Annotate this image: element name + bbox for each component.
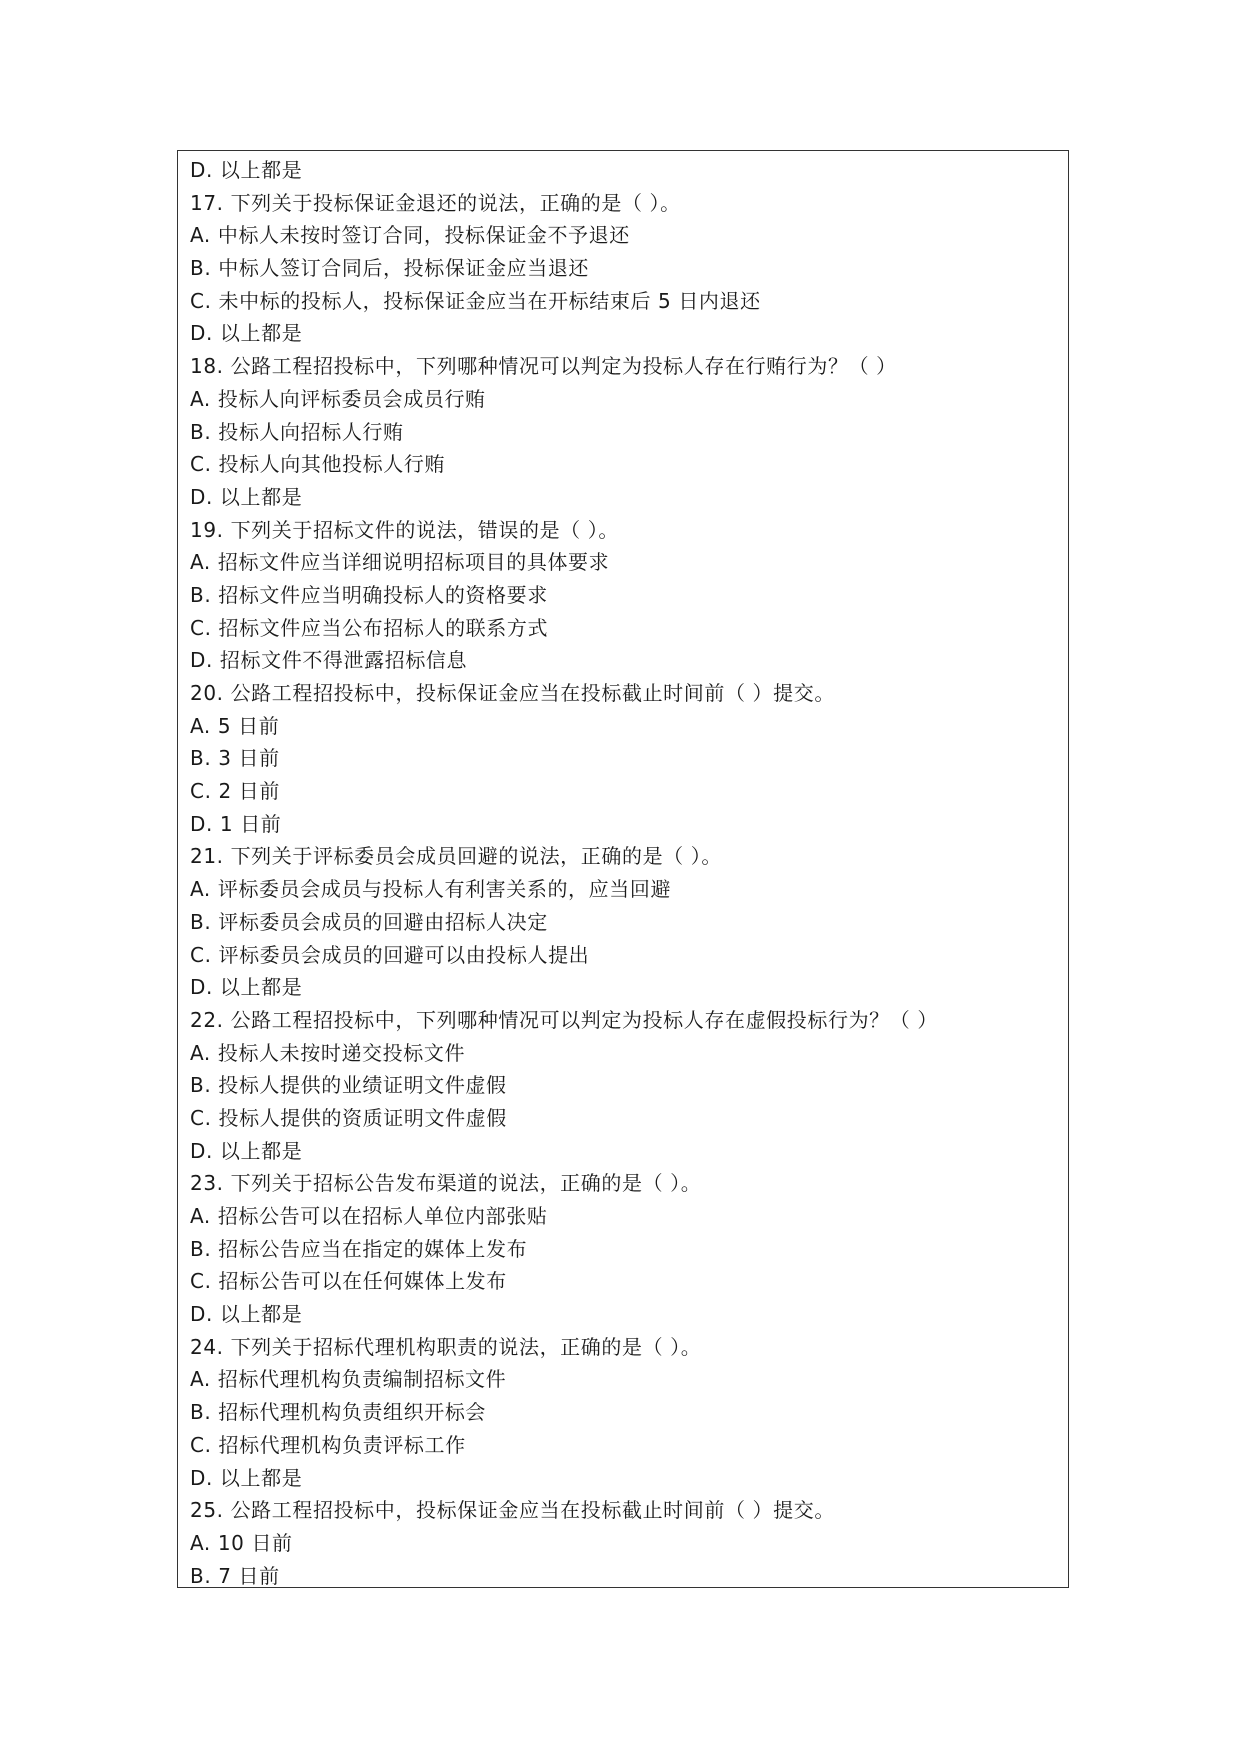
text-line: B. 投标人向招标人行贿 bbox=[190, 419, 404, 444]
question-24-stem: 24. 下列关于招标代理机构职责的说法，正确的是（ ）。 bbox=[190, 1334, 702, 1359]
text-line: A. 投标人向评标委员会成员行贿 bbox=[190, 386, 486, 411]
text-line: D. 以上都是 bbox=[190, 158, 303, 182]
text-line: C. 投标人提供的资质证明文件虚假 bbox=[190, 1105, 507, 1130]
text-line: D. 招标文件不得泄露招标信息 bbox=[190, 648, 468, 673]
text-line: D. 1 日前 bbox=[190, 811, 282, 836]
question-18-stem: 18. 公路工程招投标中，下列哪种情况可以判定为投标人存在行贿行为？（ ） bbox=[190, 354, 897, 379]
text-line: B. 招标文件应当明确投标人的资格要求 bbox=[190, 582, 548, 607]
text-line: A. 招标文件应当详细说明招标项目的具体要求 bbox=[190, 550, 610, 575]
text-line: D. 以上都是 bbox=[190, 1138, 303, 1163]
question-22-stem: 22. 公路工程招投标中，下列哪种情况可以判定为投标人存在虚假投标行为？（ ） bbox=[190, 1007, 938, 1032]
text-line: A. 投标人未按时递交投标文件 bbox=[190, 1040, 466, 1065]
question-21-stem: 21. 下列关于评标委员会成员回避的说法，正确的是（ ）。 bbox=[190, 844, 722, 869]
text-line: C. 评标委员会成员的回避可以由投标人提出 bbox=[190, 942, 590, 967]
text-line: C. 2 日前 bbox=[190, 779, 280, 804]
question-table-frame bbox=[177, 150, 1069, 1588]
text-line: C. 招标文件应当公布招标人的联系方式 bbox=[190, 615, 549, 640]
question-20-stem: 20. 公路工程招投标中，投标保证金应当在投标截止时间前（ ）提交。 bbox=[190, 681, 835, 705]
text-line: B. 7 日前 bbox=[190, 1563, 280, 1588]
text-line: B. 评标委员会成员的回避由招标人决定 bbox=[190, 909, 548, 934]
text-line: C. 投标人向其他投标人行贿 bbox=[190, 452, 446, 477]
text-line: A. 招标公告可以在招标人单位内部张贴 bbox=[190, 1204, 548, 1228]
text-line: C. 招标代理机构负责评标工作 bbox=[190, 1432, 466, 1457]
text-line: C. 未中标的投标人，投标保证金应当在开标结束后 5 日内退还 bbox=[190, 288, 761, 313]
text-line: A. 10 日前 bbox=[190, 1530, 293, 1555]
text-line: A. 5 日前 bbox=[190, 713, 280, 738]
text-line: B. 投标人提供的业绩证明文件虚假 bbox=[190, 1073, 507, 1098]
text-line: A. 中标人未按时签订合同，投标保证金不予退还 bbox=[190, 223, 630, 248]
question-23-stem: 23. 下列关于招标公告发布渠道的说法，正确的是（ ）。 bbox=[190, 1171, 702, 1196]
text-line: D. 以上都是 bbox=[190, 484, 303, 509]
question-text-block bbox=[190, 154, 1060, 1588]
question-19-stem: 19. 下列关于招标文件的说法，错误的是（ ）。 bbox=[190, 517, 619, 542]
text-line: D. 以上都是 bbox=[190, 321, 303, 346]
text-line: B. 招标代理机构负责组织开标会 bbox=[190, 1400, 487, 1425]
text-line: A. 评标委员会成员与投标人有利害关系的，应当回避 bbox=[190, 877, 672, 902]
text-line: D. 以上都是 bbox=[190, 1302, 303, 1327]
text-line: B. 3 日前 bbox=[190, 746, 280, 771]
text-line: B. 招标公告应当在指定的媒体上发布 bbox=[190, 1236, 528, 1261]
text-line: C. 招标公告可以在任何媒体上发布 bbox=[190, 1269, 507, 1294]
text-line: D. 以上都是 bbox=[190, 1465, 303, 1490]
question-17-stem: 17. 下列关于投标保证金退还的说法，正确的是（ ）。 bbox=[190, 190, 681, 215]
text-line: D. 以上都是 bbox=[190, 975, 303, 1000]
question-25-stem: 25. 公路工程招投标中，投标保证金应当在投标截止时间前（ ）提交。 bbox=[190, 1498, 835, 1523]
text-line: B. 中标人签订合同后，投标保证金应当退还 bbox=[190, 256, 590, 281]
text-line: A. 招标代理机构负责编制招标文件 bbox=[190, 1367, 507, 1392]
